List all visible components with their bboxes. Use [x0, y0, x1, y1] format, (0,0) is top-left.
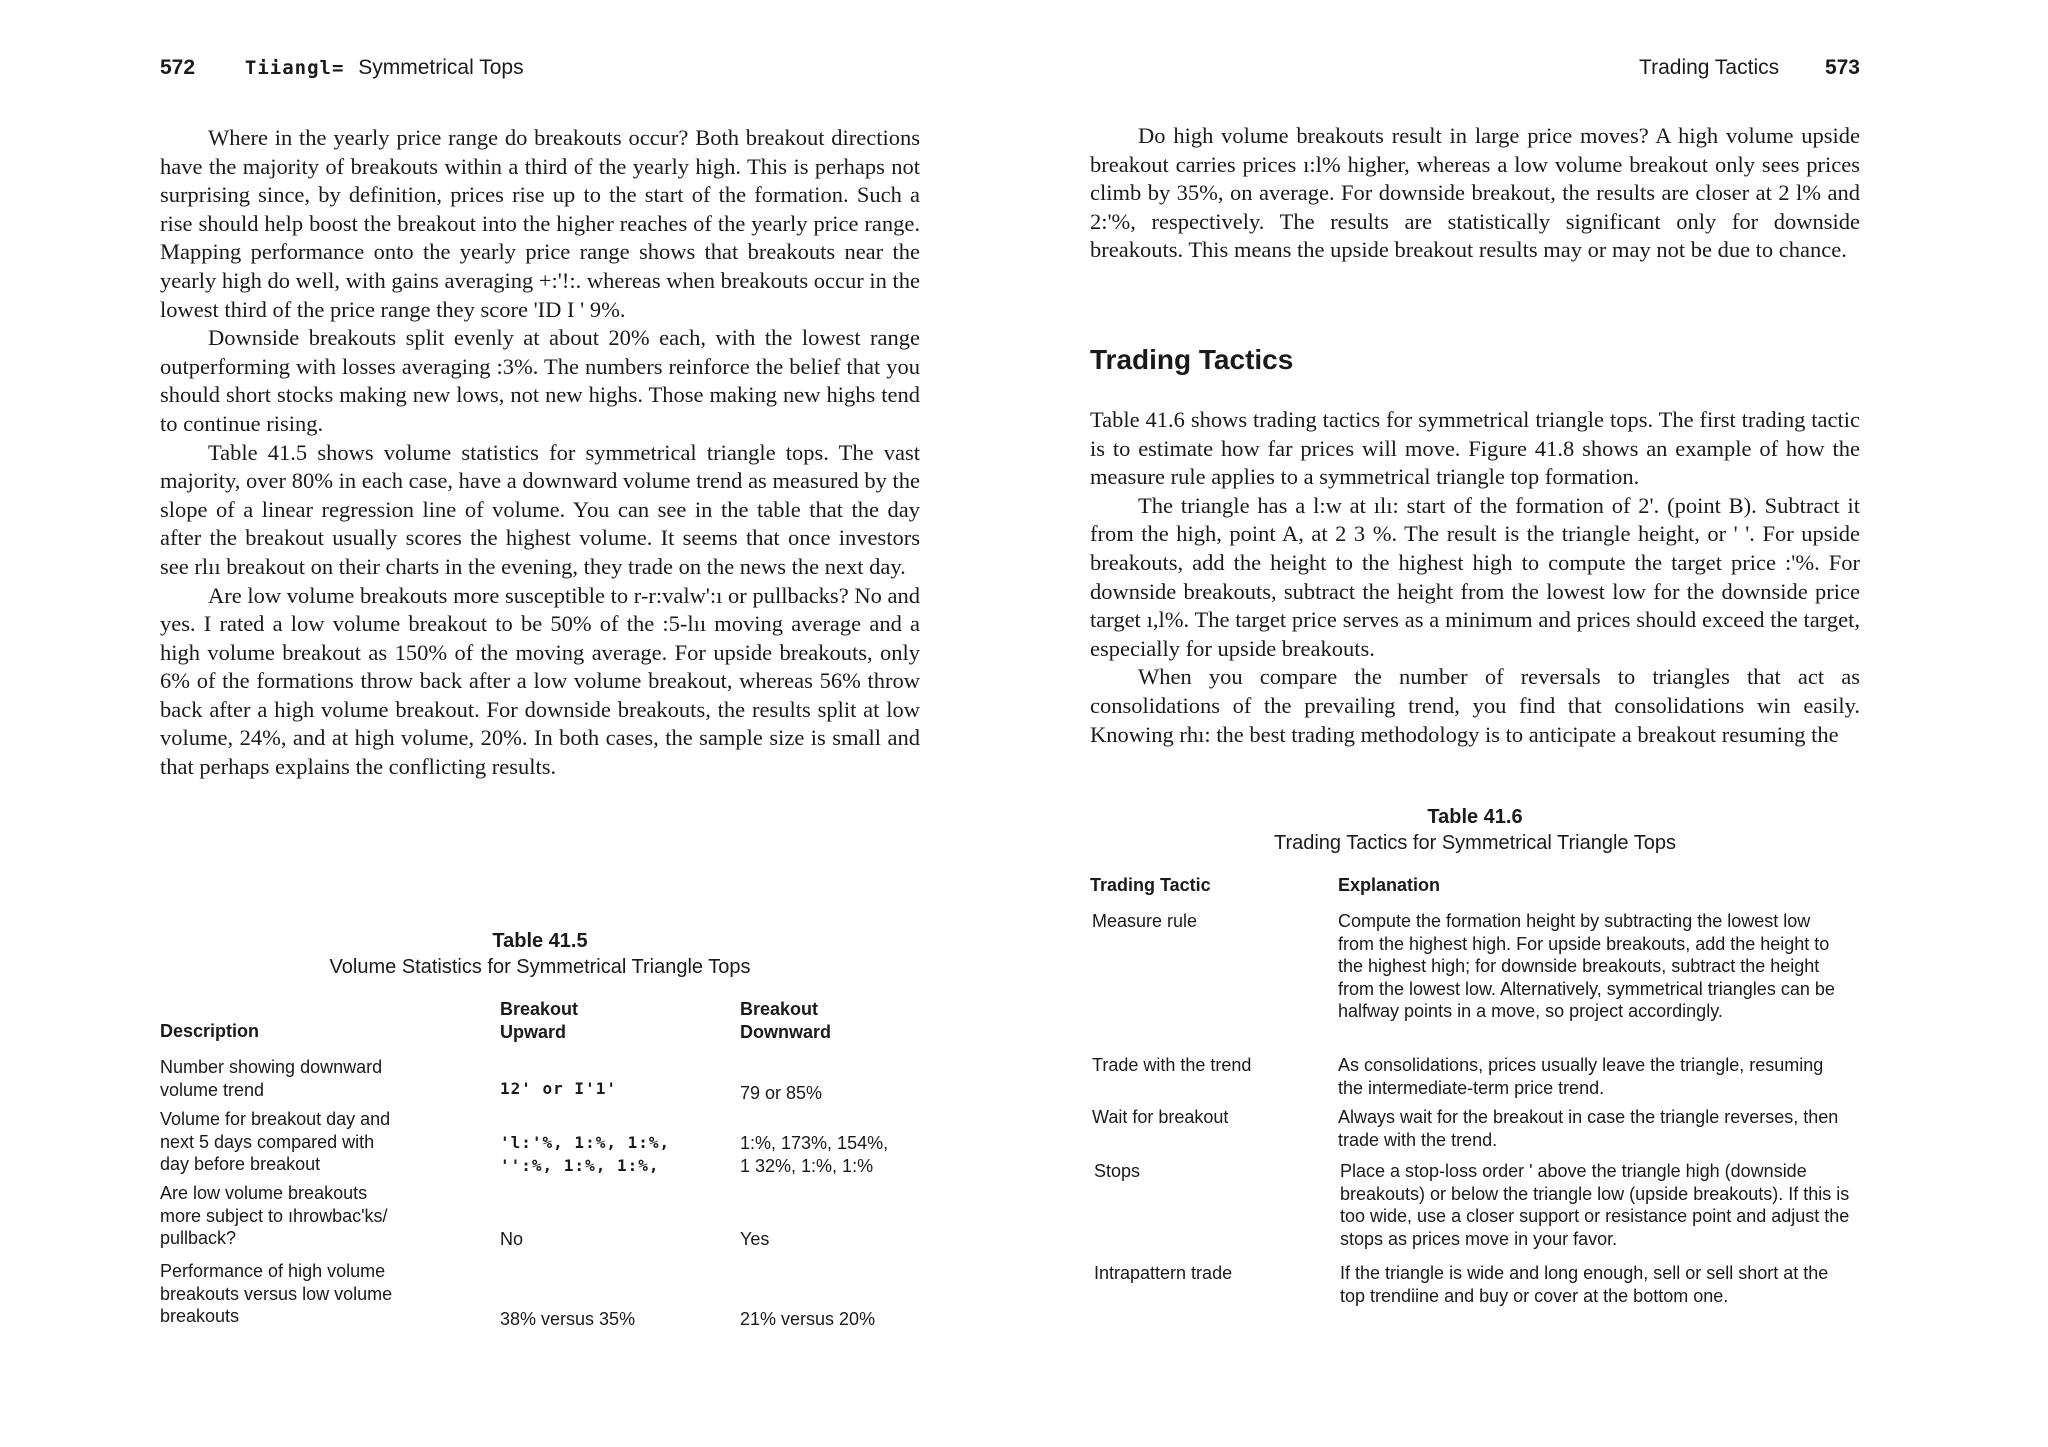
table-row-3-downward: Yes [740, 1229, 770, 1249]
right-page-header [1090, 56, 1860, 86]
table-row-1-upward: 12' or I'1' [500, 1079, 617, 1098]
tactic-stops: Stops [1094, 1161, 1141, 1181]
table-row-4-description: Performance of high volume breakouts versus low volume breakouts [160, 1261, 393, 1326]
table-row-4-upward: 38% versus 35% [500, 1309, 636, 1329]
section-title: Trading Tactics [1090, 344, 1294, 375]
left-paragraph-4: Are low volume breakouts more susceptible to r-r:valw':ı or pullbacks? No and yes. I rated a low volume breakout to be 50% of the :5-lıı moving average and a high volume breakout as 150% of the moving average. For upside breakouts, only 6% of the formations throw back after a low volume breakout, whereas 56% throw back after a high volume breakout. For downside breakouts, the results split at low volume, 24%, and at high volume, 20%. In both cases, the sample size is small and that perhaps explains the conflicting results. [160, 582, 920, 780]
tactic-measure-rule: Measure rule [1092, 911, 1198, 931]
left-page-number: 572 [160, 56, 196, 79]
tactic-measure-rule-explanation: Compute the formation height by subtracting the lowest low from the highest high. For upside breakouts, add the height to the highest high; for downside breakouts, subtract the height from the lowest low. Alternatively, symmetrical triangles can be halfway points in a move, so project accordingly. [1338, 911, 1835, 1021]
tactic-wait-for-breakout-explanation: Always wait for the breakout in case the triangle reverses, then trade with the trend. [1338, 1107, 1839, 1150]
left-paragraph-1: Where in the yearly price range do breakouts occur? Both breakout directions have the majority of breakouts within a third of the yearly high. This is perhaps not surprising since, by definition, prices rise up to the start of the formation. Such a rise should help boost the breakout into the higher reaches of the yearly price range. Mapping performance onto the yearly price range shows that breakouts near the yearly high do well, with gains averaging +:'!:. whereas when breakouts occur in the lowest third of the price range they score 'ID I ' 9%. [160, 125, 920, 322]
left-table-caption [160, 928, 920, 980]
table-row-2-upward: 'l:'%, 1:%, 1:%, '':%, 1:%, 1:%, [500, 1133, 671, 1175]
right-intro-text [1090, 122, 1860, 265]
tactic-intrapattern-trade-explanation: If the triangle is wide and long enough, sell or sell short at the top trendiine and buy or cover at the bottom one. [1340, 1263, 1829, 1306]
tactic-trade-with-trend-explanation: As consolidations, prices usually leave the triangle, resuming the intermediate-term price trend. [1338, 1055, 1824, 1098]
right-paragraph-2: Table 41.6 shows trading tactics for symmetrical triangle tops. The first trading tactic is to estimate how far prices will move. Figure 41.8 shows an example of how the measure rule applies to a symmetrical triangle top formation. [1090, 407, 1860, 490]
right-table-number: Table 41.6 [1427, 806, 1523, 828]
table-row-2-description: Volume for breakout day and next 5 days compared with day before breakout [160, 1109, 391, 1174]
right-section-text [1090, 406, 1860, 749]
left-header-title: Symmetrical Tops [358, 56, 524, 79]
table-row-3-upward: No [500, 1229, 524, 1249]
table-row-2-downward: 1:%, 173%, 154%, 1 32%, 1:%, 1:% [740, 1133, 889, 1176]
left-page [160, 0, 920, 1447]
left-paragraph-3: Table 41.5 shows volume statistics for symmetrical triangle tops. The vast majority, over 80% in each case, have a downward volume trend as measured by the slope of a linear regression line of volume. You can see in the table that the day after the breakout usually scores the highest volume. It seems that once investors see rlıı breakout on their charts in the evening, they trade on the news the next day. [160, 439, 920, 579]
table-header-trading-tactic: Trading Tactic [1090, 875, 1211, 895]
table-header-explanation: Explanation [1338, 875, 1441, 895]
table-row-4-downward: 21% versus 20% [740, 1309, 876, 1329]
right-paragraph-3: The triangle has a l:w at ılı: start of the formation of 2'. (point B). Subtract it from the high, point A, at 2 3 %. The result is the triangle height, or ' '. For upside breakouts, add the height to the highest high to compute the target price :'%. For downside breakouts, subtract the height from the lowest low for the downside price target ı,l%. The target price serves as a minimum and prices should exceed the target, especially for upside breakouts. [1090, 492, 1860, 661]
table-header-description: Description [160, 1021, 260, 1041]
left-header-glyph: Tiiangl= [244, 57, 345, 79]
table-row-1-downward: 79 or 85% [740, 1083, 823, 1103]
tactic-stops-explanation: Place a stop-loss order ' above the triangle high (downside breakouts) or below the triangle low (upside breakouts). If this is too wide, use a closer support or resistance point and adjust the stops as prices move in your favor. [1340, 1161, 1850, 1249]
left-paragraph-2: Downside breakouts split evenly at about 20% each, with the lowest range outperforming with losses averaging :3%. The numbers reinforce the belief that you should short stocks making new lows, not new highs. Those making new highs tend to continue rising. [160, 325, 920, 436]
right-header-title: Trading Tactics [1639, 56, 1780, 79]
table-header-upward: Breakout Upward [500, 999, 579, 1042]
right-paragraph-4: When you compare the number of reversals to triangles that act as consolidations of the prevailing trend, you find that consolidations win easily. Knowing rhı: the best trading methodology is to anticipate a breakout resuming the [1090, 664, 1860, 747]
left-page-header [160, 56, 920, 86]
table-row-1-description: Number showing downward volume trend [160, 1057, 383, 1100]
trading-tactics-table [1090, 874, 1860, 1314]
volume-statistics-table [160, 998, 920, 1338]
right-page-number: 573 [1824, 56, 1860, 79]
table-header-downward: Breakout Downward [740, 999, 832, 1042]
left-table-number: Table 41.5 [492, 930, 588, 952]
right-paragraph-1: Do high volume breakouts result in large price moves? A high volume upside breakout carries prices ı:l% higher, whereas a low volume breakout only sees prices climb by 35%, on average. For downside breakout, the results are closer at 2 l% and 2:'%, respectively. The results are statistically significant only for downside breakouts. This means the upside breakout results may or may not be due to chance. [1090, 123, 1860, 263]
left-body-text [160, 124, 920, 782]
right-table-title: Trading Tactics for Symmetrical Triangle Tops [1273, 832, 1676, 854]
tactic-wait-for-breakout: Wait for breakout [1092, 1107, 1229, 1127]
tactic-intrapattern-trade: Intrapattern trade [1094, 1263, 1233, 1283]
tactic-trade-with-trend: Trade with the trend [1092, 1055, 1252, 1075]
right-page [1090, 0, 1860, 1447]
left-table-title: Volume Statistics for Symmetrical Triangle Tops [329, 956, 751, 978]
table-row-3-description: Are low volume breakouts more subject to ıhrowbac'ks/ pullback? [160, 1183, 388, 1248]
right-table-caption [1090, 804, 1860, 856]
